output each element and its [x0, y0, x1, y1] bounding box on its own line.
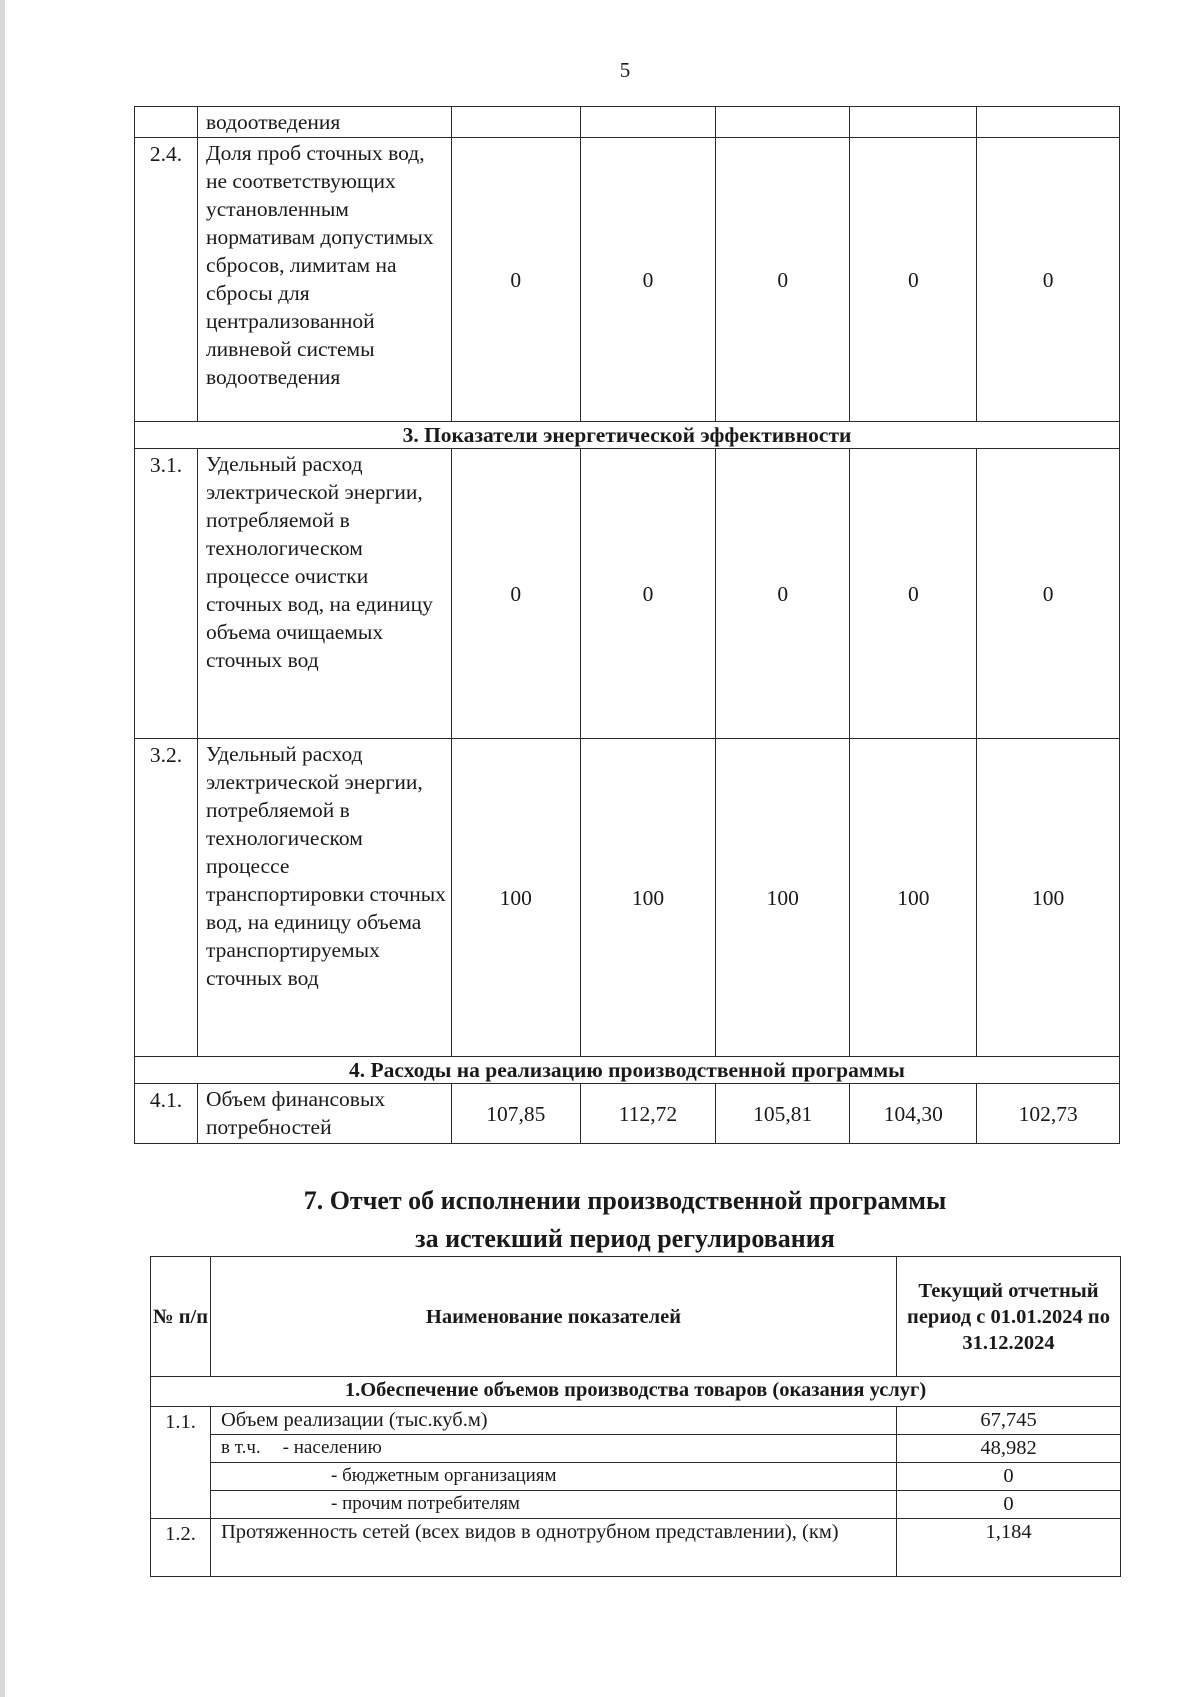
value-cell: 0	[897, 1491, 1121, 1519]
table-row	[135, 739, 1120, 1057]
table-row	[135, 449, 1120, 739]
indicator-name: Протяженность сетей (всех видов в однотрубном представлении), (км)	[211, 1519, 897, 1577]
table-row	[135, 138, 1120, 422]
value-cell: 0	[580, 138, 715, 422]
indicator-name: - бюджетным организациям	[211, 1463, 897, 1491]
value-cell	[716, 107, 850, 138]
table-row	[151, 1463, 1121, 1491]
row-number: 3.2.	[135, 739, 198, 1057]
header-name: Наименование показателей	[211, 1257, 897, 1377]
section-title: 4. Расходы на реализацию производственной программы	[135, 1057, 1120, 1084]
indicator-name: Объем реализации (тыс.куб.м)	[211, 1407, 897, 1435]
indicator-name: водоотведения	[197, 107, 451, 138]
row-number: 3.1.	[135, 449, 198, 739]
value-cell: 0	[977, 138, 1120, 422]
sub-name: - населению	[282, 1437, 382, 1458]
sub-prefix: в т.ч.	[221, 1437, 261, 1458]
indicators-table	[134, 106, 1120, 1144]
value-cell: 100	[716, 739, 850, 1057]
indicator-name: Удельный расход электрической энергии, потребляемой в технологическом процессе транспортировки сточных вод, на единицу объема транспортируемых сточных вод	[197, 739, 451, 1057]
value-cell: 48,982	[897, 1435, 1121, 1463]
indicator-name: Удельный расход электрической энергии, потребляемой в технологическом процессе очистки сточных вод, на единицу объема очищаемых сточных вод	[197, 449, 451, 739]
indicator-name: Доля проб сточных вод, не соответствующих установленным нормативам допустимых сбросов, лимитам на сбросы для централизованной ливневой системы водоотведения	[197, 138, 451, 422]
header-row	[151, 1257, 1121, 1377]
indicator-name: - прочим потребителям	[211, 1491, 897, 1519]
table-row	[135, 1084, 1120, 1144]
section-title: 3. Показатели энергетической эффективности	[135, 422, 1120, 449]
value-cell: 0	[897, 1463, 1121, 1491]
value-cell: 0	[451, 138, 580, 422]
report-table	[150, 1256, 1121, 1577]
value-cell: 100	[850, 739, 977, 1057]
section-title: 1.Обеспечение объемов производства товаров (оказания услуг)	[151, 1377, 1121, 1407]
indicator-name	[211, 1435, 897, 1463]
value-cell: 0	[716, 449, 850, 739]
table-row	[135, 107, 1120, 138]
value-cell: 0	[977, 449, 1120, 739]
table-row	[151, 1407, 1121, 1435]
value-cell: 0	[580, 449, 715, 739]
value-cell: 104,30	[850, 1084, 977, 1144]
section-row	[151, 1377, 1121, 1407]
value-cell: 105,81	[716, 1084, 850, 1144]
table-row	[151, 1435, 1121, 1463]
value-cell: 112,72	[580, 1084, 715, 1144]
value-cell	[977, 107, 1120, 138]
value-cell: 100	[977, 739, 1120, 1057]
section-row	[135, 422, 1120, 449]
value-cell: 1,184	[897, 1519, 1121, 1577]
value-cell: 67,745	[897, 1407, 1121, 1435]
value-cell: 0	[451, 449, 580, 739]
value-cell: 100	[451, 739, 580, 1057]
value-cell: 102,73	[977, 1084, 1120, 1144]
value-cell	[451, 107, 580, 138]
header-num: № п/п	[151, 1257, 211, 1377]
table-row	[151, 1491, 1121, 1519]
scan-edge	[0, 0, 5, 1697]
indicator-name: Объем финансовых потребностей	[197, 1084, 451, 1144]
header-period: Текущий отчетный период с 01.01.2024 по 31.12.2024	[897, 1257, 1121, 1377]
table-row	[151, 1519, 1121, 1577]
page-number: 5	[619, 58, 631, 82]
row-number	[135, 107, 198, 138]
row-number: 4.1.	[135, 1084, 198, 1144]
value-cell: 0	[716, 138, 850, 422]
value-cell: 107,85	[451, 1084, 580, 1144]
value-cell: 100	[580, 739, 715, 1057]
section-row	[135, 1057, 1120, 1084]
value-cell: 0	[850, 138, 977, 422]
section-subheading: за истекший период регулирования	[415, 1224, 835, 1253]
row-number: 1.1.	[151, 1407, 211, 1519]
value-cell: 0	[850, 449, 977, 739]
row-number: 2.4.	[135, 138, 198, 422]
value-cell	[850, 107, 977, 138]
section-heading: 7. Отчет об исполнении производственной программы	[303, 1186, 947, 1215]
row-number: 1.2.	[151, 1519, 211, 1577]
value-cell	[580, 107, 715, 138]
